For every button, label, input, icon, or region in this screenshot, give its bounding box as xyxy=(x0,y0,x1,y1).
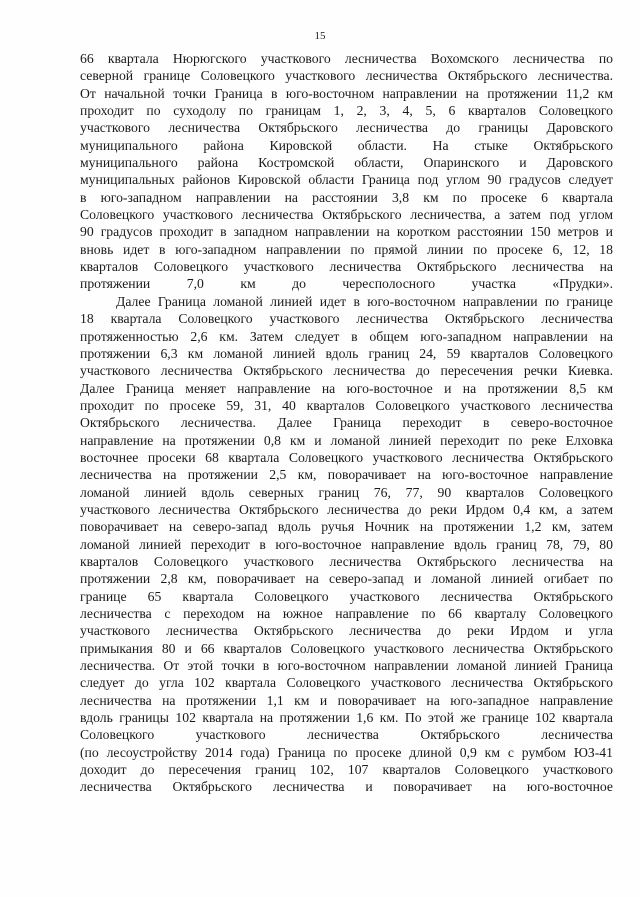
paragraph-1: 66 квартала Нюрюгского участкового лесничества Вохомского лесничества по северной границе Соловецкого участкового лесничества Октябрьского лесничества. От начальной точки Граница в юго-восточном направлении на протяжении 11,2 км проходит по суходолу по границам 1, 2, 3, 4, 5, 6 кварталов Соловецкого участкового лесничества Октябрьского лесничества до границы Даровского муниципального района Кировской области. На стыке Октябрьского муниципального района Костромской области, Опаринского и Даровского муниципальных районов Кировской области Граница под углом 90 градусов следует в юго-западном направлении на расстоянии 3,8 км по просеке 6 квартала Соловецкого участкового лесничества Октябрьского лесничества, а затем под углом 90 градусов проходит в западном направлении на коротком расстоянии 150 метров и вновь идет в юго-западном направлении по прямой линии по просеке 6, 12, 18 кварталов Соловецкого участкового лесничества Октябрьского лесничества на протяжении 7,0 км до чересполосного участка «Прудки». xyxy=(80,51,613,292)
document-body xyxy=(80,50,613,796)
paragraph-2: Далее Граница ломаной линией идет в юго-восточном направлении по границе 18 квартала Соловецкого участкового лесничества Октябрьского лесничества протяженностью 2,6 км. Затем следует в общем юго-западном направлении на протяжении 6,3 км ломаной линией вдоль границ 24, 59 кварталов Соловецкого участкового лесничества Октябрьского лесничества до пересечения речки Киевка. Далее Граница меняет направление на юго-восточное и на протяжении 8,5 км проходит по просеке 59, 31, 40 кварталов Соловецкого участкового лесничества Октябрьского лесничества. Далее Граница переходит в северо-восточное направление на протяжении 0,8 км и ломаной линией переходит по реке Елховка восточнее просеки 68 квартала Соловецкого участкового лесничества Октябрьского лесничества на протяжении 2,5 км, поворачивает на юго-восточное направление ломаной линией вдоль северных границ 76, 77, 90 кварталов Соловецкого участкового лесничества Октябрьского лесничества до реки Ирдом 0,4 км, а затем поворачивает на северо-запад вдоль ручья Ночник на протяжении 1,2 км, затем ломаной линией переходит в юго-восточное направление вдоль границ 78, 79, 80 кварталов Соловецкого участкового лесничества Октябрьского лесничества на протяжении 2,8 км, поворачивает на северо-запад и ломаной линией огибает по границе 65 квартала Соловецкого участкового лесничества Октябрьского лесничества с переходом на южное направление по 66 кварталу Соловецкого участкового лесничества Октябрьского лесничества до реки Ирдом и угла примыкания 80 и 66 кварталов Соловецкого участкового лесничества Октябрьского лесничества. От этой точки в юго-восточном направлении ломаной линией Граница следует до угла 102 квартала Соловецкого участкового лесничества Октябрьского лесничества на протяжении 1,1 км и поворачивает на юго-западное направление вдоль границы 102 квартала на протяжении 1,6 км. По этой же границе 102 квартала Соловецкого участкового лесничества Октябрьского лесничества (по лесоустройству 2014 года) Граница по просеке длиной 0,9 км с румбом ЮЗ-41 доходит до пересечения границ 102, 107 кварталов Соловецкого участкового лесничества Октябрьского лесничества и поворачивает на юго-восточное xyxy=(80,293,613,795)
page-number: 15 xyxy=(314,30,326,42)
